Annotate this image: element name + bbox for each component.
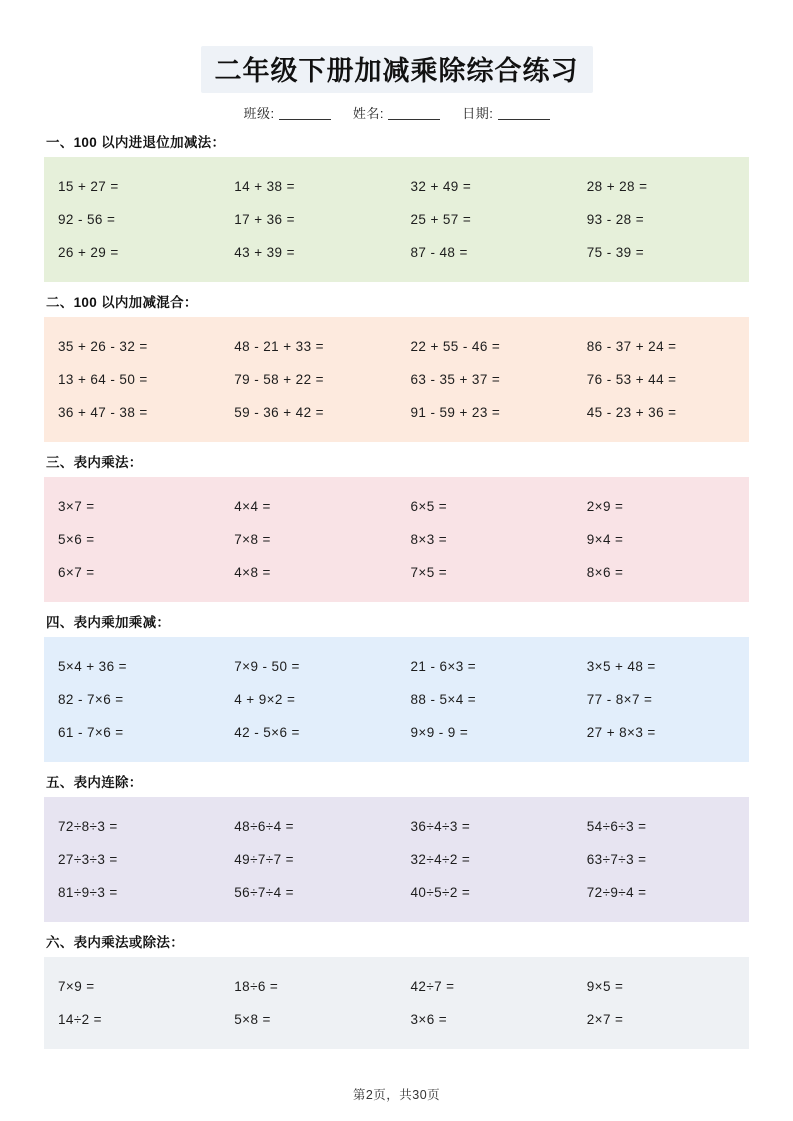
field-date-label: 日期: bbox=[462, 106, 494, 121]
problem-cell[interactable]: 22 + 55 - 46 = bbox=[410, 339, 501, 354]
problem-cell[interactable]: 72÷8÷3 = bbox=[58, 819, 118, 834]
problem-cell[interactable]: 18÷6 = bbox=[234, 979, 279, 994]
problem-cell[interactable]: 6×5 = bbox=[410, 499, 448, 514]
section-5-heading: 五、表内连除： bbox=[46, 775, 143, 790]
problem-cell[interactable]: 5×4 + 36 = bbox=[58, 659, 127, 674]
problem-cell[interactable]: 87 - 48 = bbox=[410, 245, 468, 260]
field-class-label: 班级: bbox=[243, 106, 275, 121]
problem-cell[interactable]: 72÷9÷4 = bbox=[586, 885, 647, 900]
section-6 bbox=[44, 931, 749, 1049]
section-2-grid bbox=[44, 317, 749, 442]
problem-cell[interactable]: 61 - 7×6 = bbox=[58, 725, 124, 740]
page-title-wrap bbox=[44, 46, 749, 93]
problem-cell[interactable]: 15 + 27 = bbox=[58, 179, 119, 194]
problem-cell[interactable]: 48 - 21 + 33 = bbox=[234, 339, 324, 354]
problem-cell[interactable]: 49÷7÷7 = bbox=[234, 852, 294, 867]
problem-cell[interactable]: 14÷2 = bbox=[58, 1012, 102, 1027]
problem-cell[interactable]: 86 - 37 + 24 = bbox=[586, 339, 677, 354]
problem-cell[interactable]: 3×7 = bbox=[58, 499, 95, 514]
problem-cell[interactable]: 81÷9÷3 = bbox=[58, 885, 118, 900]
problem-cell[interactable]: 93 - 28 = bbox=[586, 212, 645, 227]
problem-cell[interactable]: 14 + 38 = bbox=[234, 179, 295, 194]
problem-cell[interactable]: 59 - 36 + 42 = bbox=[234, 405, 324, 420]
problem-cell[interactable]: 9×5 = bbox=[586, 979, 624, 994]
problem-cell[interactable]: 56÷7÷4 = bbox=[234, 885, 294, 900]
section-1-heading: 一、100 以内进退位加减法： bbox=[46, 135, 226, 150]
field-class bbox=[244, 106, 335, 121]
problem-cell[interactable]: 88 - 5×4 = bbox=[410, 692, 477, 707]
problem-cell[interactable]: 82 - 7×6 = bbox=[58, 692, 124, 707]
problem-cell[interactable]: 36 + 47 - 38 = bbox=[58, 405, 148, 420]
problem-cell[interactable]: 27÷3÷3 = bbox=[58, 852, 118, 867]
section-2-heading: 二、100 以内加减混合： bbox=[46, 295, 198, 310]
problem-cell[interactable]: 7×5 = bbox=[410, 565, 448, 580]
problem-cell[interactable]: 9×9 - 9 = bbox=[410, 725, 469, 740]
problem-cell[interactable]: 45 - 23 + 36 = bbox=[586, 405, 677, 420]
problem-cell[interactable]: 5×8 = bbox=[234, 1012, 271, 1027]
field-date bbox=[462, 106, 549, 121]
section-3-heading: 三、表内乘法： bbox=[46, 455, 143, 470]
problem-cell[interactable]: 32 + 49 = bbox=[410, 179, 472, 194]
section-3-grid bbox=[44, 477, 749, 602]
page-title: 二年级下册加减乘除综合练习 bbox=[201, 46, 593, 93]
problem-cell[interactable]: 8×3 = bbox=[410, 532, 448, 547]
section-1 bbox=[44, 131, 749, 282]
section-5-grid bbox=[44, 797, 749, 922]
problem-cell[interactable]: 91 - 59 + 23 = bbox=[410, 405, 501, 420]
problem-cell[interactable]: 54÷6÷3 = bbox=[586, 819, 647, 834]
section-4 bbox=[44, 611, 749, 762]
problem-cell[interactable]: 32÷4÷2 = bbox=[410, 852, 471, 867]
problem-cell[interactable]: 26 + 29 = bbox=[58, 245, 119, 260]
section-1-grid bbox=[44, 157, 749, 282]
section-4-heading: 四、表内乘加乘减： bbox=[46, 615, 171, 630]
problem-cell[interactable]: 36÷4÷3 = bbox=[410, 819, 471, 834]
problem-cell[interactable]: 5×6 = bbox=[58, 532, 95, 547]
section-5 bbox=[44, 771, 749, 922]
problem-cell[interactable]: 3×5 + 48 = bbox=[586, 659, 656, 674]
problem-cell[interactable]: 92 - 56 = bbox=[58, 212, 116, 227]
problem-cell[interactable]: 6×7 = bbox=[58, 565, 95, 580]
problem-cell[interactable]: 48÷6÷4 = bbox=[234, 819, 294, 834]
problem-cell[interactable]: 75 - 39 = bbox=[586, 245, 645, 260]
field-name-label: 姓名: bbox=[352, 106, 384, 121]
field-name-blank[interactable] bbox=[388, 106, 440, 120]
problem-cell[interactable]: 4×8 = bbox=[234, 565, 271, 580]
problem-cell[interactable]: 28 + 28 = bbox=[586, 179, 648, 194]
page-footer: 第2页，共30页 bbox=[352, 1088, 441, 1102]
field-date-blank[interactable] bbox=[498, 106, 550, 120]
problem-cell[interactable]: 35 + 26 - 32 = bbox=[58, 339, 148, 354]
problem-cell[interactable]: 9×4 = bbox=[586, 532, 624, 547]
problem-cell[interactable]: 7×9 = bbox=[58, 979, 95, 994]
problem-cell[interactable]: 63÷7÷3 = bbox=[586, 852, 647, 867]
problem-cell[interactable]: 40÷5÷2 = bbox=[410, 885, 471, 900]
problem-cell[interactable]: 27 + 8×3 = bbox=[586, 725, 656, 740]
problem-cell[interactable]: 42÷7 = bbox=[410, 979, 455, 994]
problem-cell[interactable]: 2×9 = bbox=[586, 499, 624, 514]
problem-cell[interactable]: 79 - 58 + 22 = bbox=[234, 372, 324, 387]
problem-cell[interactable]: 42 - 5×6 = bbox=[234, 725, 300, 740]
problem-cell[interactable]: 21 - 6×3 = bbox=[410, 659, 477, 674]
problem-cell[interactable]: 4 + 9×2 = bbox=[234, 692, 296, 707]
field-class-blank[interactable] bbox=[279, 106, 331, 120]
section-6-grid bbox=[44, 957, 749, 1049]
problem-cell[interactable]: 13 + 64 - 50 = bbox=[58, 372, 148, 387]
problem-cell[interactable]: 25 + 57 = bbox=[410, 212, 472, 227]
problem-cell[interactable]: 63 - 35 + 37 = bbox=[410, 372, 501, 387]
student-info-row bbox=[44, 103, 749, 122]
problem-cell[interactable]: 3×6 = bbox=[410, 1012, 448, 1027]
section-6-heading: 六、表内乘法或除法： bbox=[46, 935, 184, 950]
problem-cell[interactable]: 76 - 53 + 44 = bbox=[586, 372, 677, 387]
problem-cell[interactable]: 17 + 36 = bbox=[234, 212, 295, 227]
problem-cell[interactable]: 77 - 8×7 = bbox=[586, 692, 653, 707]
problem-cell[interactable]: 8×6 = bbox=[586, 565, 624, 580]
problem-cell[interactable]: 7×9 - 50 = bbox=[234, 659, 300, 674]
problem-cell[interactable]: 2×7 = bbox=[586, 1012, 624, 1027]
section-4-grid bbox=[44, 637, 749, 762]
section-3 bbox=[44, 451, 749, 602]
problem-cell[interactable]: 43 + 39 = bbox=[234, 245, 295, 260]
problem-cell[interactable]: 4×4 = bbox=[234, 499, 271, 514]
section-2 bbox=[44, 291, 749, 442]
problem-cell[interactable]: 7×8 = bbox=[234, 532, 271, 547]
field-name bbox=[353, 106, 444, 121]
